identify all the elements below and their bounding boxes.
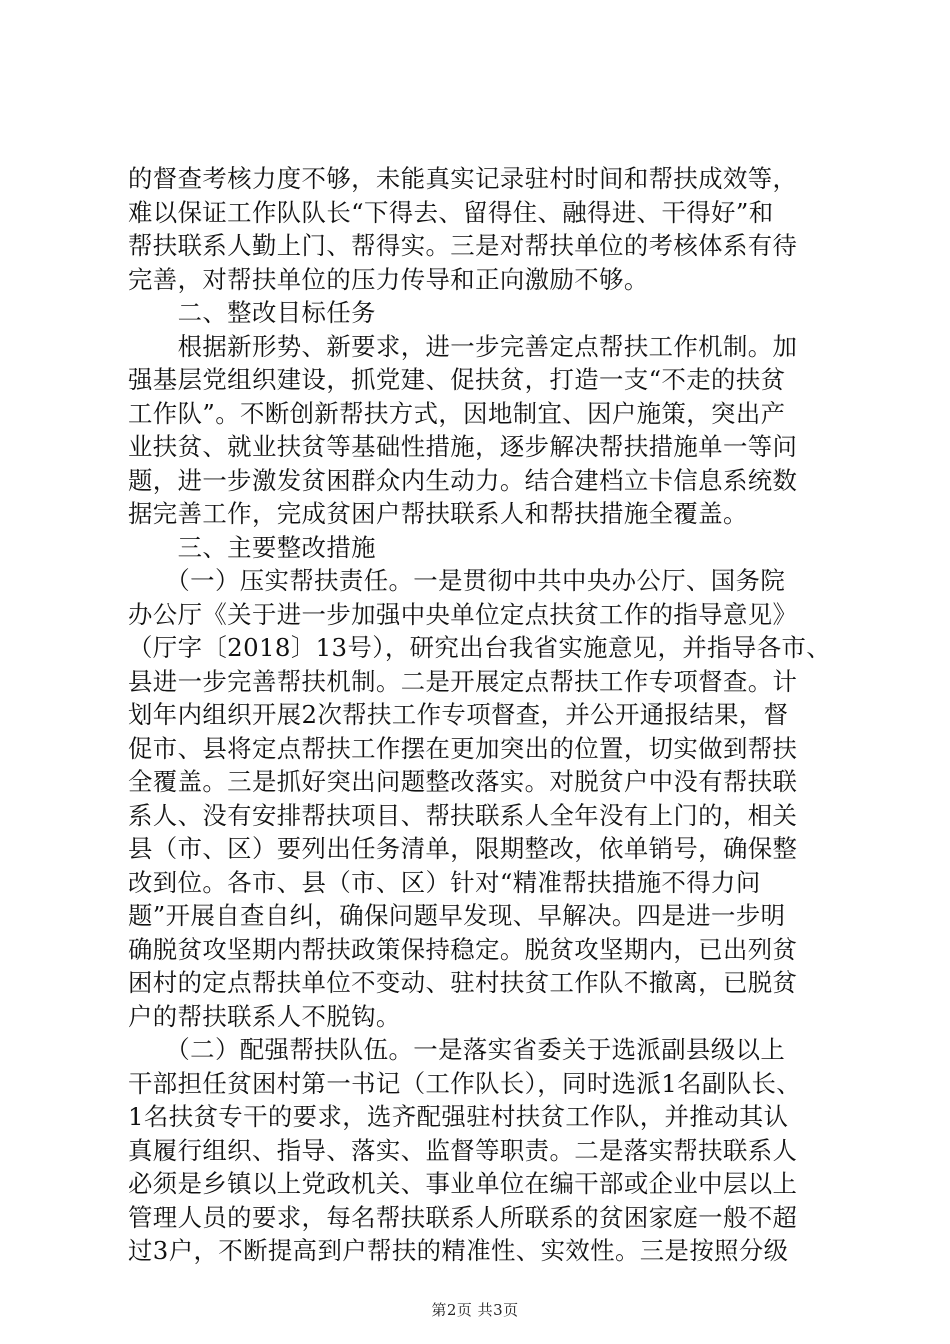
text-line: 系人、没有安排帮扶项目、帮扶联系人全年没有上门的，相关: [128, 800, 798, 830]
text-line: （二）配强帮扶队伍。一是落实省委关于选派副县级以上: [128, 1035, 786, 1064]
text-line: 划年内组织开展2次帮扶工作专项督查，并公开通报结果，督: [128, 700, 789, 729]
text-line: 办公厅《关于进一步加强中央单位定点扶贫工作的指导意见》: [128, 599, 798, 629]
text-line: 促市、县将定点帮扶工作摆在更加突出的位置，切实做到帮扶: [128, 733, 798, 763]
section-heading: 三、主要整改措施: [128, 532, 376, 562]
text-line: 过3户，不断提高到户帮扶的精准性、实效性。三是按照分级: [128, 1236, 789, 1265]
text-line: 完善，对帮扶单位的压力传导和正向激励不够。: [128, 264, 649, 294]
text-line: 困村的定点帮扶单位不变动、驻村扶贫工作队不撤离，已脱贫: [128, 968, 798, 997]
text-line: （厅字〔2018〕13号），研究出台我省实施意见，并指导各市、: [128, 633, 832, 662]
text-line: （一）压实帮扶责任。一是贯彻中共中央办公厅、国务院: [128, 566, 786, 595]
text-line: 必须是乡镇以上党政机关、事业单位在编干部或企业中层以上: [128, 1169, 798, 1198]
text-line: 干部担任贫困村第一书记（工作队长），同时选派1名副队长、: [128, 1068, 802, 1098]
text-line: 真履行组织、指导、落实、监督等职责。二是落实帮扶联系人: [128, 1135, 798, 1165]
text-line: 业扶贫、就业扶贫等基础性措施，逐步解决帮扶措施单一等问: [128, 432, 798, 461]
text-line: 根据新形势、新要求，进一步完善定点帮扶工作机制。加: [128, 331, 798, 361]
text-line: 的督查考核力度不够，未能真实记录驻村时间和帮扶成效等，: [128, 164, 798, 193]
text-line: 管理人员的要求，每名帮扶联系人所联系的贫困家庭一般不超: [128, 1202, 798, 1232]
text-line: 改到位。各市、县（市、区）针对“精准帮扶措施不得力问: [128, 867, 761, 897]
text-line: 题”开展自查自纠，确保问题早发现、早解决。四是进一步明: [128, 901, 786, 930]
page-number-footer: 第2页 共3页: [431, 1301, 519, 1319]
text-line: 全覆盖。三是抓好突出问题整改落实。对脱贫户中没有帮扶联: [128, 767, 798, 796]
text-line: 工作队”。不断创新帮扶方式，因地制宜、因户施策，突出产: [128, 398, 786, 428]
text-line: 县进一步完善帮扶机制。二是开展定点帮扶工作专项督查。计: [128, 666, 798, 696]
text-line: 1名扶贫专干的要求，选齐配强驻村扶贫工作队，并推动其认: [128, 1102, 789, 1131]
document-body: [128, 162, 832, 1268]
text-line: 确脱贫攻坚期内帮扶政策保持稳定。脱贫攻坚期内，已出列贫: [128, 934, 798, 964]
text-line: 户的帮扶联系人不脱钩。: [128, 1001, 401, 1031]
text-line: 题，进一步激发贫困群众内生动力。结合建档立卡信息系统数: [128, 465, 798, 495]
text-line: 帮扶联系人勤上门、帮得实。三是对帮扶单位的考核体系有待: [128, 231, 798, 260]
text-line: 强基层党组织建设，抓党建、促扶贫，打造一支“不走的扶贫: [128, 365, 786, 394]
text-line: 据完善工作，完成贫困户帮扶联系人和帮扶措施全覆盖。: [128, 499, 748, 528]
section-heading: 二、整改目标任务: [128, 298, 376, 327]
text-line: 难以保证工作队队长“下得去、留得住、融得进、干得好”和: [128, 197, 774, 227]
text-line: 县（市、区）要列出任务清单，限期整改，依单销号，确保整: [128, 834, 798, 863]
